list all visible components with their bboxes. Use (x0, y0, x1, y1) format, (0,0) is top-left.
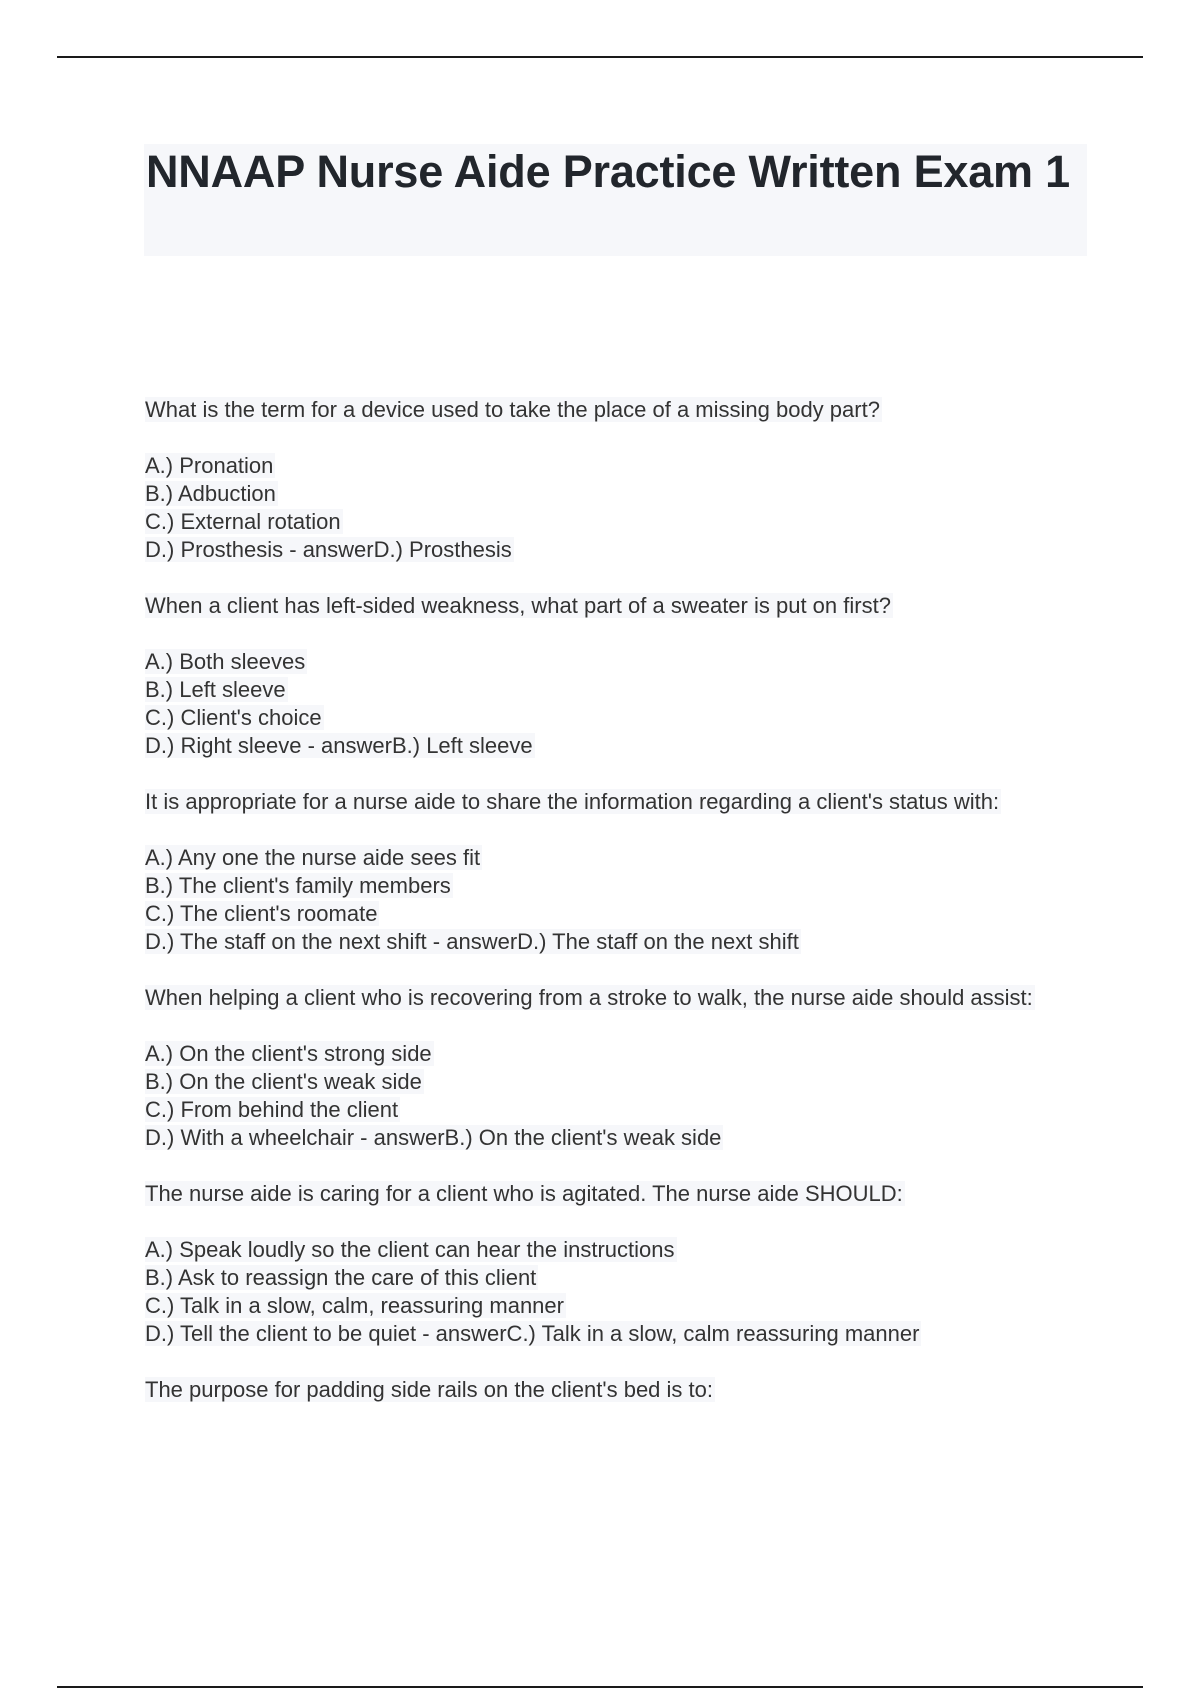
option-item: B.) Ask to reassign the care of this client (145, 1265, 537, 1290)
option-item: C.) External rotation (145, 509, 341, 534)
question-text: When helping a client who is recovering from a stroke to walk, the nurse aide should assist: (145, 985, 1033, 1010)
page-title: NNAAP Nurse Aide Practice Written Exam 1 (146, 146, 1070, 197)
option-item: B.) On the client's weak side (145, 1069, 422, 1094)
option-item: A.) Both sleeves (145, 649, 306, 674)
option-item: C.) Talk in a slow, calm, reassuring manner (145, 1293, 564, 1318)
option-item-answer: D.) Right sleeve - answerB.) Left sleeve (145, 733, 533, 758)
question-block (145, 1180, 1085, 1348)
option-list (145, 1236, 1085, 1348)
option-item: C.) Client's choice (145, 705, 322, 730)
option-item-answer: D.) With a wheelchair - answerB.) On the client's weak side (145, 1125, 722, 1150)
option-list (145, 648, 1085, 760)
option-item: C.) The client's roomate (145, 901, 378, 926)
option-item: B.) Left sleeve (145, 677, 286, 702)
option-item-answer: D.) Prosthesis - answerD.) Prosthesis (145, 537, 512, 562)
option-item: A.) Any one the nurse aide sees fit (145, 845, 481, 870)
title-banner (144, 144, 1087, 256)
option-item: B.) The client's family members (145, 873, 451, 898)
bottom-rule (57, 1686, 1143, 1688)
question-block (145, 592, 1085, 760)
option-list (145, 1040, 1085, 1152)
question-text: The purpose for padding side rails on the client's bed is to: (145, 1377, 713, 1402)
question-text: It is appropriate for a nurse aide to share the information regarding a client's status with: (145, 789, 1000, 814)
question-text: When a client has left-sided weakness, what part of a sweater is put on first? (145, 593, 891, 618)
option-list (145, 844, 1085, 956)
question-text: The nurse aide is caring for a client who is agitated. The nurse aide SHOULD: (145, 1181, 903, 1206)
option-item: A.) Pronation (145, 453, 274, 478)
question-text: What is the term for a device used to take the place of a missing body part? (145, 397, 880, 422)
question-block (145, 1376, 1085, 1404)
option-item: A.) On the client's strong side (145, 1041, 432, 1066)
option-item: C.) From behind the client (145, 1097, 399, 1122)
option-list (145, 452, 1085, 564)
option-item-answer: D.) Tell the client to be quiet - answerC.) Talk in a slow, calm reassuring manner (145, 1321, 920, 1346)
question-block (145, 788, 1085, 956)
question-block (145, 984, 1085, 1152)
top-rule (57, 56, 1143, 58)
question-list (145, 396, 1085, 1404)
question-block (145, 396, 1085, 564)
option-item-answer: D.) The staff on the next shift - answerD.) The staff on the next shift (145, 929, 799, 954)
option-item: A.) Speak loudly so the client can hear the instructions (145, 1237, 675, 1262)
option-item: B.) Adbuction (145, 481, 276, 506)
